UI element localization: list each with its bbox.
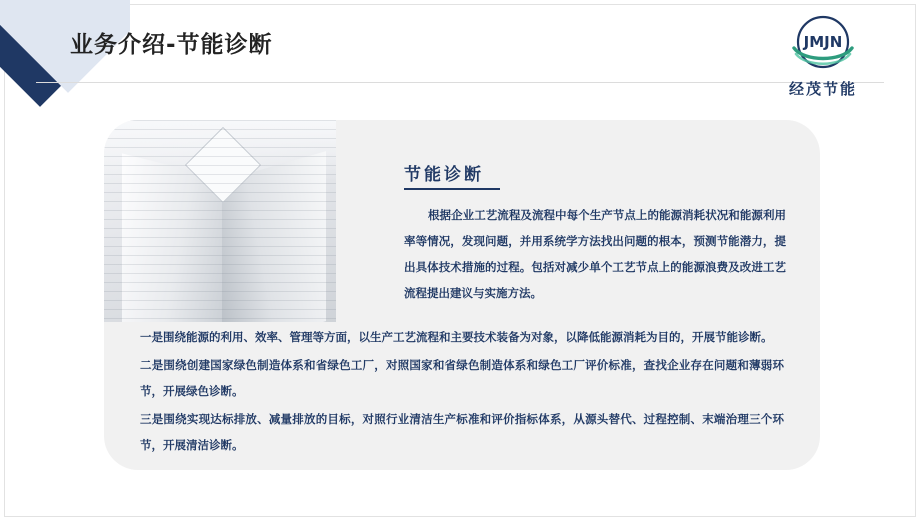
logo-mark-icon [786,14,860,76]
section-title-underline [404,188,500,190]
points-list [140,324,784,460]
content-card [104,120,820,470]
page-title: 业务介绍-节能诊断 [70,32,273,58]
intro-paragraph: 根据企业工艺流程及流程中每个生产节点上的能源消耗状况和能源利用率等情况，发现问题，并用系统学方法找出问题的根本，预测节能潜力，提出具体技术措施的过程。包括对减少单个工艺节点上的能源浪费及改进工艺流程提出建议与实施方法。 [404,208,786,300]
building-photo [104,120,336,322]
photo-window-stripes [104,120,336,322]
list-item: 三是围绕实现达标排放、减量排放的目标，对照行业清洁生产标准和评价指标体系，从源头替代、过程控制、末端治理三个环节，开展清洁诊断。 [140,412,784,452]
svg-text:JMJN: JMJN [803,33,843,51]
section-title: 节能诊断 [404,165,484,185]
logo [768,14,878,106]
list-item: 二是围绕创建国家绿色制造体系和省绿色工厂，对照国家和省绿色制造体系和绿色工厂评价标准，查找企业存在问题和薄弱环节，开展绿色诊断。 [140,358,784,398]
list-item: 一是围绕能源的利用、效率、管理等方面，以生产工艺流程和主要技术装备为对象，以降低能源消耗为目的，开展节能诊断。 [140,330,773,344]
logo-company-name: 经茂节能 [788,80,857,98]
title-divider [36,82,884,83]
